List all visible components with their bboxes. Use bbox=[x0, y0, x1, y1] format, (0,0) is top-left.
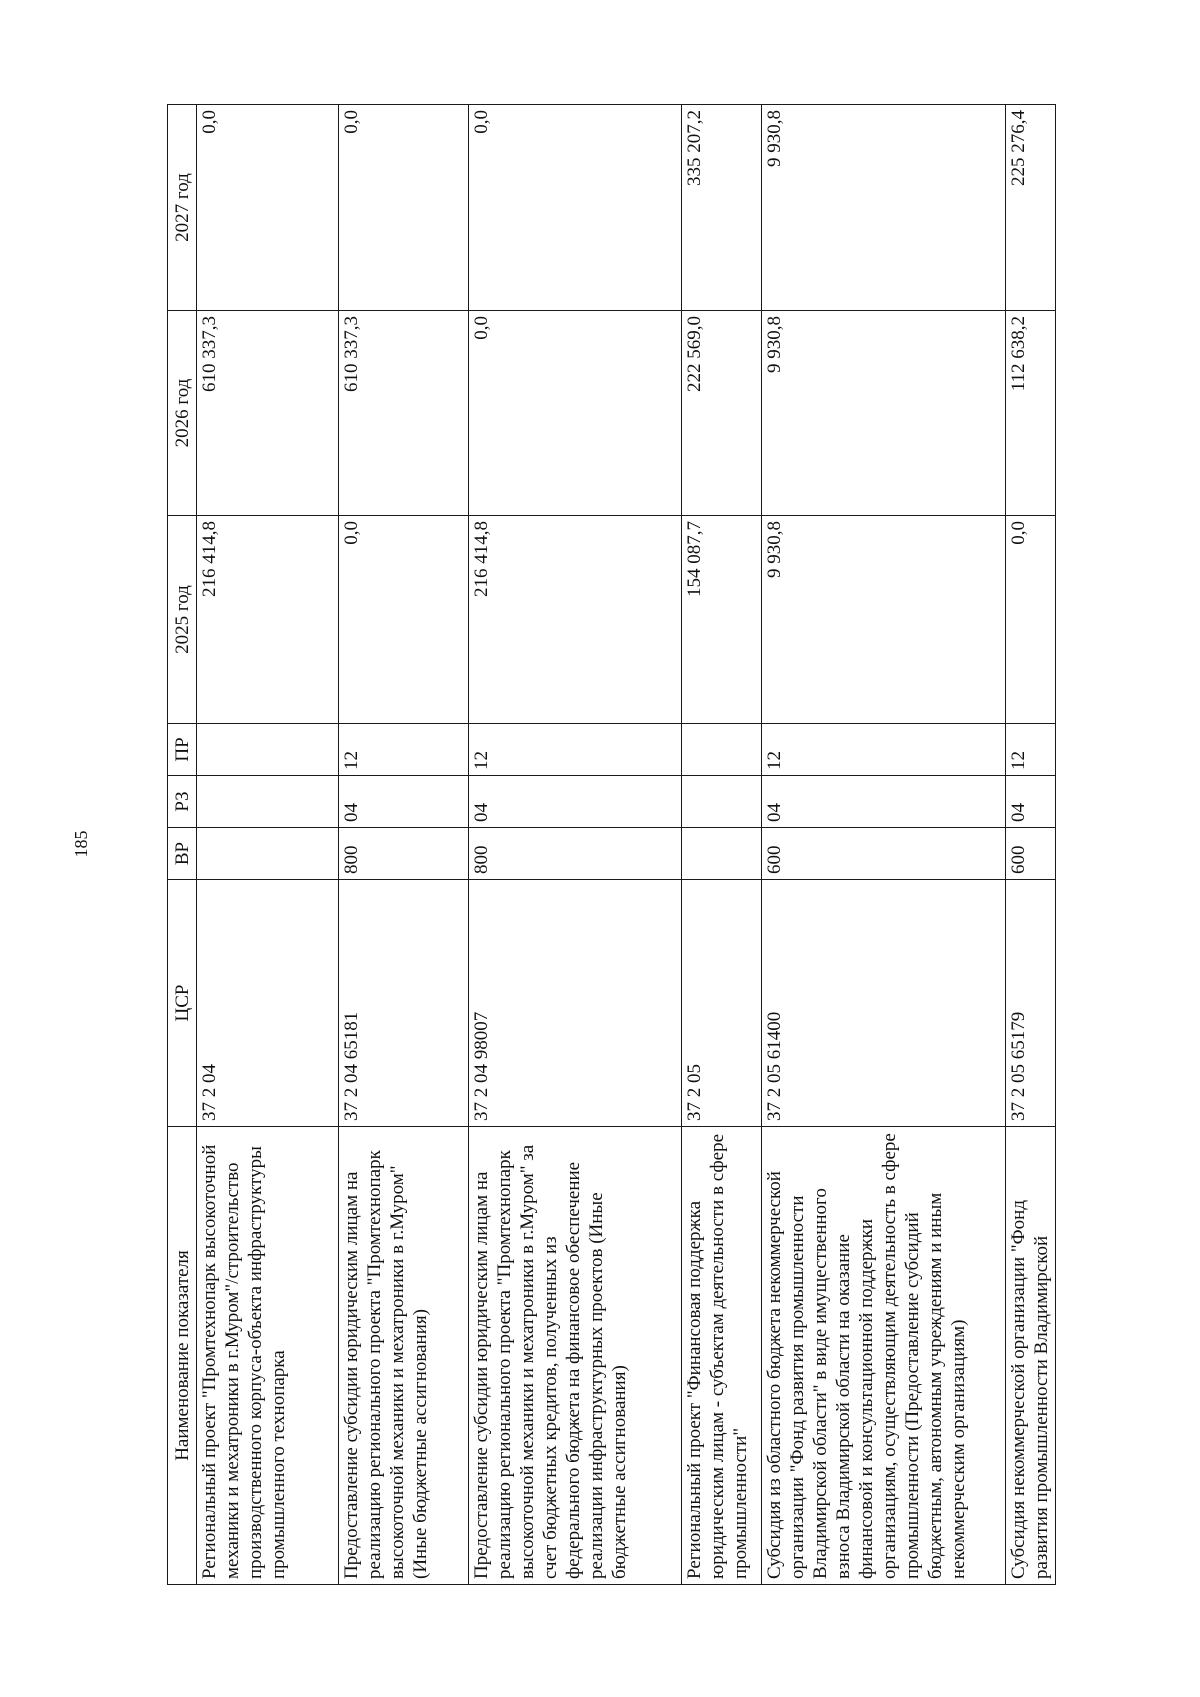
table-row bbox=[339, 105, 469, 1585]
row-rz: 04 bbox=[1006, 776, 1056, 828]
table-header-row bbox=[168, 105, 197, 1585]
header-2027: 2027 год bbox=[168, 105, 197, 311]
row-name: Субсидия некоммерческой организации "Фонд развития промышленности Владимирской bbox=[1006, 1127, 1056, 1585]
table-row bbox=[469, 105, 682, 1585]
row-csr: 37 2 05 65179 bbox=[1006, 880, 1056, 1127]
row-2027: 0,0 bbox=[339, 105, 469, 311]
row-csr: 37 2 04 65181 bbox=[339, 880, 469, 1127]
row-2025: 216 414,8 bbox=[469, 516, 682, 724]
row-vr: 600 bbox=[1006, 828, 1056, 880]
row-name: Предоставление субсидии юридическим лицам на реализацию регионального проекта "Промтехнопарк высокоточной механики и мехатроники в г.Муром" за счет бюджетных кредитов, полученных из федерального бюджета на финансовое обеспечение реализации инфраструктурных проектов (Иные бюджетные ассигнования) bbox=[469, 1127, 682, 1585]
row-2026: 610 337,3 bbox=[197, 311, 339, 516]
row-pr: 12 bbox=[469, 724, 682, 776]
row-2025: 0,0 bbox=[339, 516, 469, 724]
row-2027: 9 930,8 bbox=[762, 105, 1006, 311]
header-pr: ПР bbox=[168, 724, 197, 776]
row-rz bbox=[682, 776, 762, 828]
row-vr bbox=[197, 828, 339, 880]
table-row bbox=[197, 105, 339, 1585]
row-name: Субсидия из областного бюджета некоммерческой организации "Фонд развития промышленности Владимирской области" в виде имущественного взноса Владимирской области на оказание финансовой и консультационной поддержки организациям, осуществляющим деятельность в сфере промышленности (Предоставление субсидий бюджетным, автономным учреждениям и иным некоммерческим организациям) bbox=[762, 1127, 1006, 1585]
page-number: 185 bbox=[71, 830, 91, 858]
header-rz: РЗ bbox=[168, 776, 197, 828]
row-2025: 154 087,7 bbox=[682, 516, 762, 724]
row-2026: 610 337,3 bbox=[339, 311, 469, 516]
row-rz: 04 bbox=[469, 776, 682, 828]
row-pr bbox=[197, 724, 339, 776]
row-pr bbox=[682, 724, 762, 776]
row-pr: 12 bbox=[339, 724, 469, 776]
header-2025: 2025 год bbox=[168, 516, 197, 724]
table-row bbox=[682, 105, 762, 1585]
row-vr: 800 bbox=[469, 828, 682, 880]
header-vr: ВР bbox=[168, 828, 197, 880]
header-name: Наименование показателя bbox=[168, 1127, 197, 1585]
table-row bbox=[1006, 105, 1056, 1585]
row-pr: 12 bbox=[1006, 724, 1056, 776]
row-2026: 222 569,0 bbox=[682, 311, 762, 516]
row-rz bbox=[197, 776, 339, 828]
row-name: Региональный проект "Промтехнопарк высокоточной механики и мехатроники в г.Муром"/строительство производственного корпуса-объекта инфраструктуры промышленного технопарка bbox=[197, 1127, 339, 1585]
header-csr: ЦСР bbox=[168, 880, 197, 1127]
row-2027: 335 207,2 bbox=[682, 105, 762, 311]
row-2027: 0,0 bbox=[469, 105, 682, 311]
row-name: Региональный проект "Финансовая поддержка юридическим лицам - субъектам деятельности в сфере промышленности" bbox=[682, 1127, 762, 1585]
row-2025: 216 414,8 bbox=[197, 516, 339, 724]
header-2026: 2026 год bbox=[168, 311, 197, 516]
table-row bbox=[762, 105, 1006, 1585]
row-vr: 600 bbox=[762, 828, 1006, 880]
row-csr: 37 2 05 bbox=[682, 880, 762, 1127]
row-2026: 112 638,2 bbox=[1006, 311, 1056, 516]
row-rz: 04 bbox=[339, 776, 469, 828]
row-csr: 37 2 05 61400 bbox=[762, 880, 1006, 1127]
row-rz: 04 bbox=[762, 776, 1006, 828]
row-2025: 9 930,8 bbox=[762, 516, 1006, 724]
row-vr: 800 bbox=[339, 828, 469, 880]
row-2026: 9 930,8 bbox=[762, 311, 1006, 516]
rotated-table-container bbox=[167, 105, 1087, 1585]
row-pr: 12 bbox=[762, 724, 1006, 776]
budget-table bbox=[167, 104, 1056, 1585]
row-2026: 0,0 bbox=[469, 311, 682, 516]
row-2027: 225 276,4 bbox=[1006, 105, 1056, 311]
row-2025: 0,0 bbox=[1006, 516, 1056, 724]
row-name: Предоставление субсидии юридическим лицам на реализацию регионального проекта "Промтехнопарк высокоточной механики и мехатроники в г.Муром" (Иные бюджетные ассигнования) bbox=[339, 1127, 469, 1585]
row-vr bbox=[682, 828, 762, 880]
row-csr: 37 2 04 bbox=[197, 880, 339, 1127]
row-2027: 0,0 bbox=[197, 105, 339, 311]
row-csr: 37 2 04 98007 bbox=[469, 880, 682, 1127]
